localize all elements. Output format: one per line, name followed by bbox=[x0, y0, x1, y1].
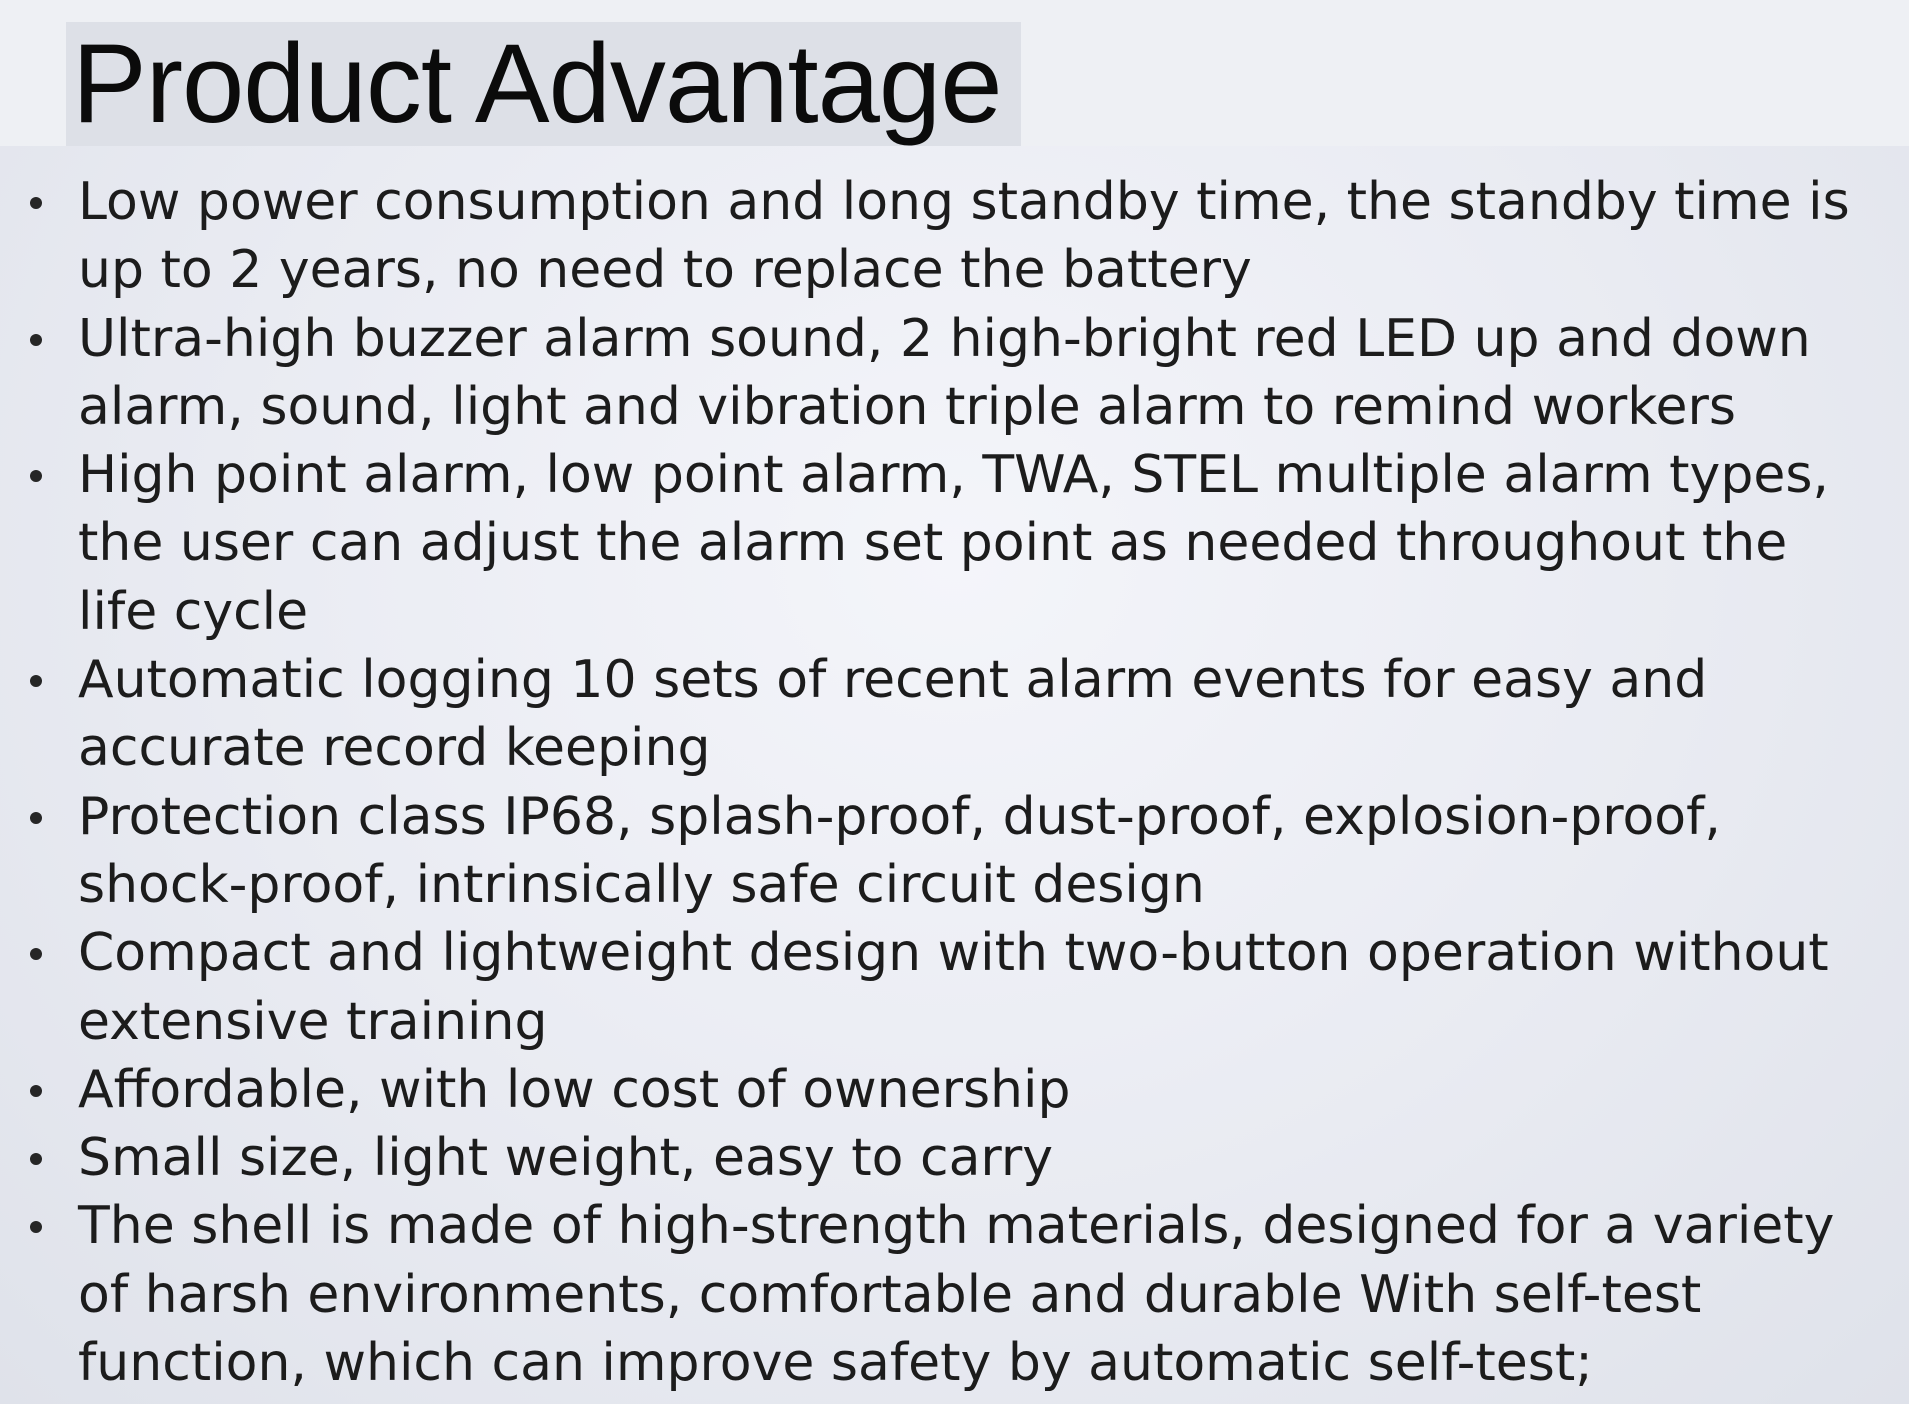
bullet-text-7: Affordable, with low cost of ownership bbox=[78, 1059, 1071, 1120]
bullet-text-5: Protection class IP68, splash-proof, dust-proof, explosion-proof, shock-proof, intrinsically safe circuit design bbox=[78, 786, 1721, 915]
bullet-dot-icon bbox=[30, 334, 42, 346]
bullet-item-7 bbox=[0, 1056, 1909, 1124]
bullet-text-8: Small size, light weight, easy to carry bbox=[78, 1128, 1054, 1189]
bullet-text-3: High point alarm, low point alarm, TWA, STEL multiple alarm types, the user can adjust the alarm set point as needed throughout the life cycle bbox=[78, 445, 1829, 642]
bullet-text-9: The shell is made of high-strength materials, designed for a variety of harsh environments, comfortable and durable With self-test function, which can improve safety by automatic self-test; bbox=[78, 1196, 1835, 1394]
advantage-list bbox=[0, 168, 1909, 1397]
bullet-dot-icon bbox=[30, 197, 42, 209]
bullet-dot-icon bbox=[30, 1221, 42, 1233]
bullet-item-1 bbox=[0, 168, 1909, 305]
bullet-dot-icon bbox=[30, 1085, 42, 1097]
bullet-item-8 bbox=[0, 1124, 1909, 1192]
bullet-text-1: Low power consumption and long standby time, the standby time is up to 2 years, no need to replace the battery bbox=[78, 172, 1850, 301]
bullet-dot-icon bbox=[30, 1153, 42, 1165]
bullet-item-9 bbox=[0, 1192, 1909, 1397]
bullet-text-6: Compact and lightweight design with two-button operation without extensive training bbox=[78, 923, 1829, 1052]
bullet-text-2: Ultra-high buzzer alarm sound, 2 high-bright red LED up and down alarm, sound, light and vibration triple alarm to remind workers bbox=[78, 308, 1811, 437]
bullet-dot-icon bbox=[30, 948, 42, 960]
bullet-item-3 bbox=[0, 441, 1909, 646]
bullet-dot-icon bbox=[30, 675, 42, 687]
title-highlight bbox=[66, 22, 1021, 146]
bullet-item-4 bbox=[0, 646, 1909, 783]
bullet-item-5 bbox=[0, 783, 1909, 920]
bullet-item-2 bbox=[0, 305, 1909, 442]
bullet-text-4: Automatic logging 10 sets of recent alarm events for easy and accurate record keeping bbox=[78, 650, 1708, 779]
bullet-item-6 bbox=[0, 919, 1909, 1056]
bullet-dot-icon bbox=[30, 812, 42, 824]
bullet-dot-icon bbox=[30, 470, 42, 482]
page-title: Product Advantage bbox=[72, 21, 1002, 146]
